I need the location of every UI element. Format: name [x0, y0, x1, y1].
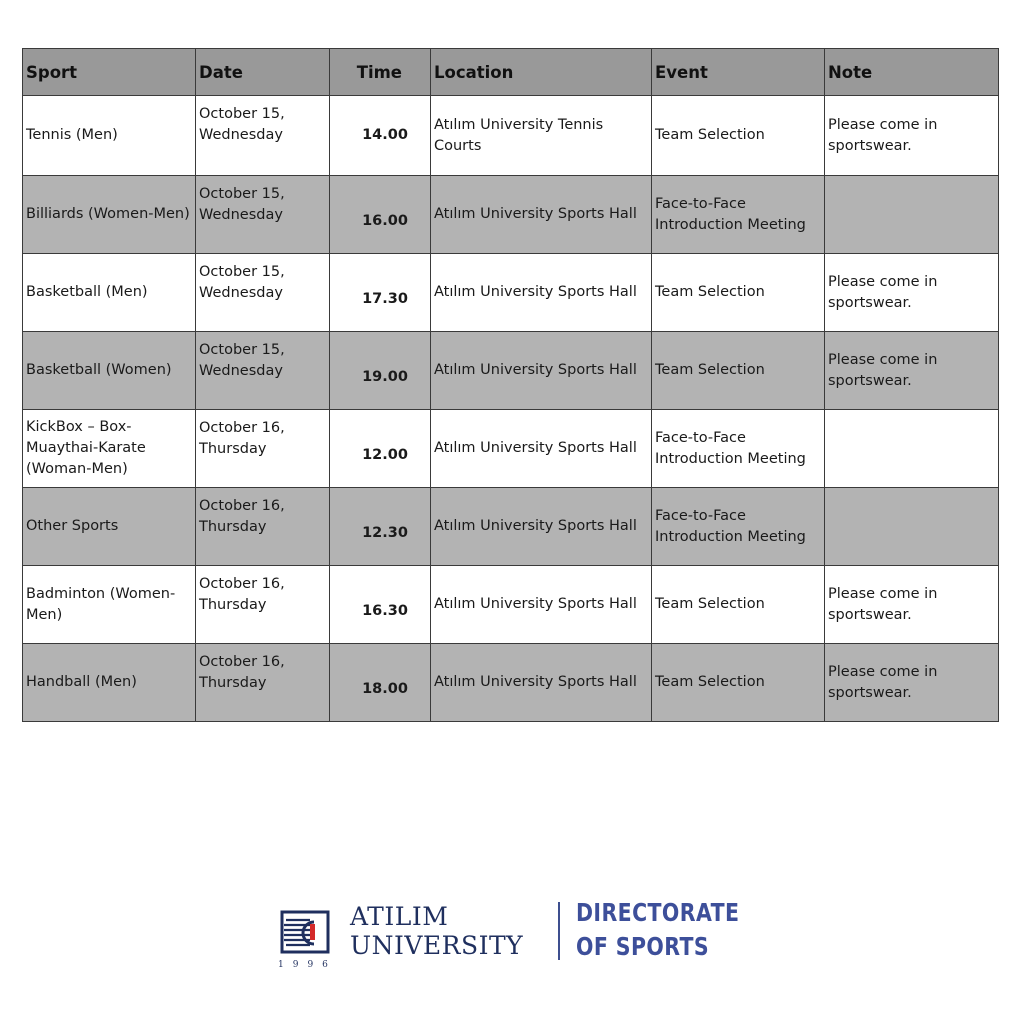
cell-date	[196, 254, 330, 332]
university-name-line2: UNIVERSITY	[350, 931, 524, 960]
cell-event: Team Selection	[652, 332, 825, 410]
cell-sport: Billiards (Women-Men)	[23, 176, 196, 254]
cell-date	[196, 96, 330, 176]
date-line: October 15,	[199, 106, 285, 122]
cell-sport: Badminton (Women-Men)	[23, 566, 196, 644]
cell-note	[825, 488, 999, 566]
cell-location: Atılım University Sports Hall	[431, 488, 652, 566]
header-note: Note	[825, 49, 999, 96]
cell-event: Face-to-Face Introduction Meeting	[652, 410, 825, 488]
cell-event: Face-to-Face Introduction Meeting	[652, 176, 825, 254]
atilim-logo-icon	[280, 910, 330, 954]
table-row	[23, 644, 999, 722]
cell-location: Atılım University Sports Hall	[431, 254, 652, 332]
cell-note: Please come in sportswear.	[825, 332, 999, 410]
date-line: Wednesday	[199, 127, 283, 143]
date-line: October 16,	[199, 576, 285, 592]
cell-sport: Handball (Men)	[23, 644, 196, 722]
date-line: Thursday	[199, 675, 267, 691]
university-name-line1: ATILIM	[350, 902, 449, 931]
date-line: Thursday	[199, 597, 267, 613]
date-line: October 15,	[199, 342, 285, 358]
table-row	[23, 96, 999, 176]
time-value: 14.00	[362, 127, 408, 143]
time-value: 18.00	[362, 681, 408, 697]
cell-date	[196, 176, 330, 254]
cell-note: Please come in sportswear.	[825, 96, 999, 176]
cell-event: Team Selection	[652, 566, 825, 644]
cell-note	[825, 410, 999, 488]
time-value: 12.00	[362, 447, 408, 463]
date-line: Thursday	[199, 441, 267, 457]
cell-note: Please come in sportswear.	[825, 254, 999, 332]
date-line: October 16,	[199, 420, 285, 436]
table-row	[23, 488, 999, 566]
cell-location: Atılım University Sports Hall	[431, 644, 652, 722]
cell-time	[330, 96, 431, 176]
cell-time	[330, 488, 431, 566]
cell-sport: Basketball (Men)	[23, 254, 196, 332]
founded-year: 1996	[278, 960, 337, 970]
time-value: 17.30	[362, 291, 408, 307]
cell-sport: Tennis (Men)	[23, 96, 196, 176]
time-value: 12.30	[362, 525, 408, 541]
cell-time	[330, 566, 431, 644]
date-line: Wednesday	[199, 207, 283, 223]
cell-location: Atılım University Sports Hall	[431, 176, 652, 254]
table-row	[23, 332, 999, 410]
time-value: 19.00	[362, 369, 408, 385]
date-line: October 15,	[199, 264, 285, 280]
header-location: Location	[431, 49, 652, 96]
sports-schedule-table	[22, 48, 999, 722]
cell-time	[330, 410, 431, 488]
date-line: October 15,	[199, 186, 285, 202]
cell-note: Please come in sportswear.	[825, 566, 999, 644]
cell-location: Atılım University Sports Hall	[431, 566, 652, 644]
date-line: October 16,	[199, 654, 285, 670]
cell-event: Team Selection	[652, 96, 825, 176]
cell-sport: KickBox – Box-Muaythai-Karate (Woman-Men)	[23, 410, 196, 488]
time-value: 16.00	[362, 213, 408, 229]
cell-location: Atılım University Sports Hall	[431, 410, 652, 488]
cell-time	[330, 644, 431, 722]
footer-logos	[0, 890, 1024, 980]
date-line: Wednesday	[199, 285, 283, 301]
logo-divider	[558, 902, 560, 960]
cell-note	[825, 176, 999, 254]
directorate-line2: OF SPORTS	[576, 932, 710, 961]
cell-time	[330, 176, 431, 254]
cell-date	[196, 410, 330, 488]
cell-time	[330, 254, 431, 332]
cell-date	[196, 488, 330, 566]
table-header-row	[23, 49, 999, 96]
cell-date	[196, 644, 330, 722]
cell-location: Atılım University Sports Hall	[431, 332, 652, 410]
cell-sport: Other Sports	[23, 488, 196, 566]
header-time: Time	[330, 49, 431, 96]
header-sport: Sport	[23, 49, 196, 96]
cell-location: Atılım University Tennis Courts	[431, 96, 652, 176]
cell-sport: Basketball (Women)	[23, 332, 196, 410]
cell-time	[330, 332, 431, 410]
cell-date	[196, 566, 330, 644]
directorate-line1: DIRECTORATE	[576, 898, 740, 927]
cell-date	[196, 332, 330, 410]
table-row	[23, 566, 999, 644]
date-line: Thursday	[199, 519, 267, 535]
table-row	[23, 254, 999, 332]
time-value: 16.30	[362, 603, 408, 619]
header-event: Event	[652, 49, 825, 96]
cell-event: Face-to-Face Introduction Meeting	[652, 488, 825, 566]
cell-note: Please come in sportswear.	[825, 644, 999, 722]
cell-event: Team Selection	[652, 254, 825, 332]
date-line: October 16,	[199, 498, 285, 514]
table-row	[23, 410, 999, 488]
header-date: Date	[196, 49, 330, 96]
cell-event: Team Selection	[652, 644, 825, 722]
table-body	[23, 96, 999, 722]
date-line: Wednesday	[199, 363, 283, 379]
table-row	[23, 176, 999, 254]
